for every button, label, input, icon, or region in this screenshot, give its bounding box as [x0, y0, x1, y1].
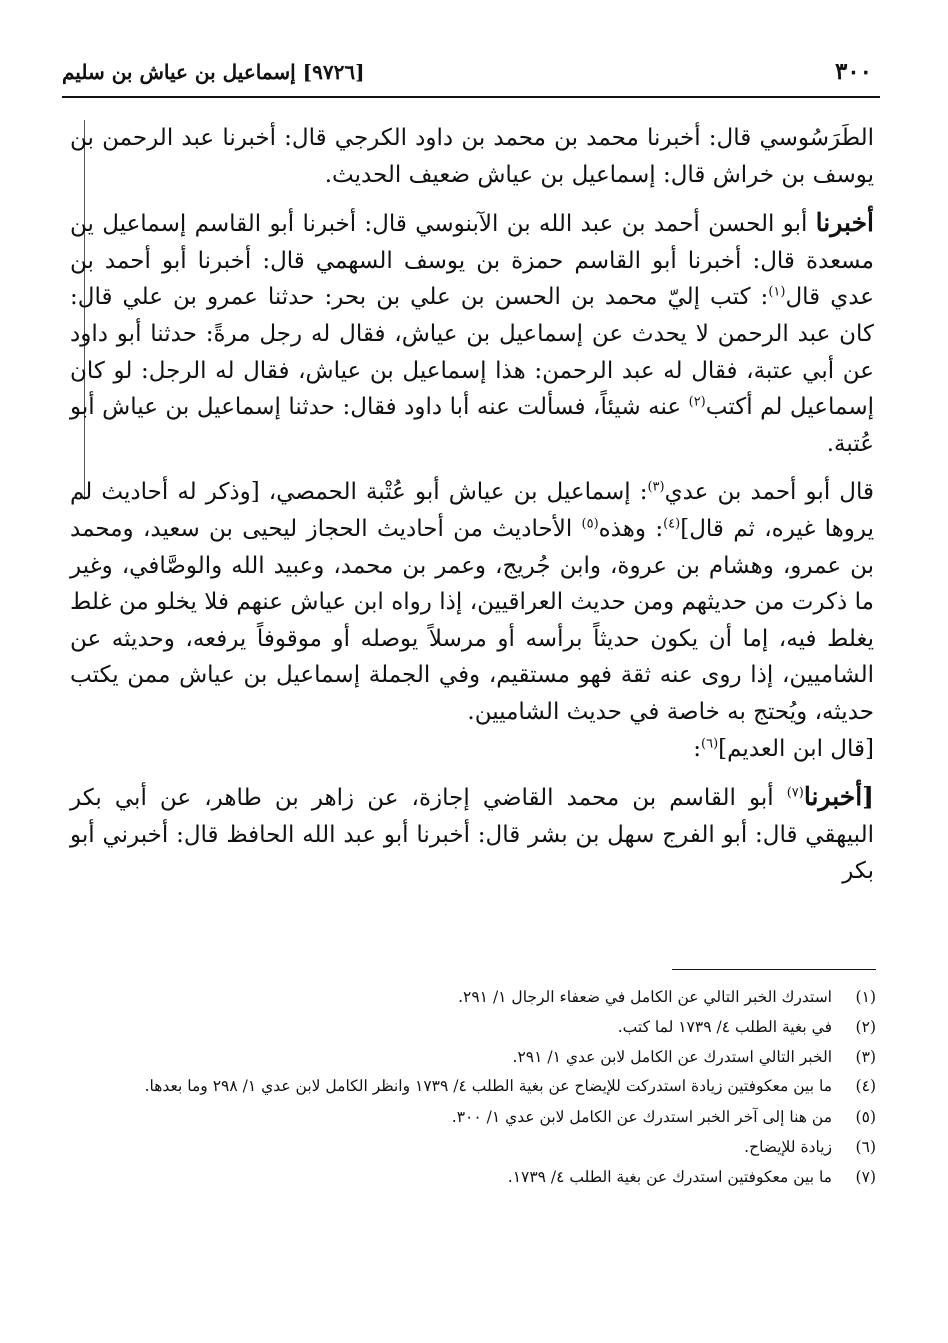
page-number: ٣٠٠: [834, 58, 872, 85]
footnote-text: في بغية الطلب ٤/ ١٧٣٩ لما كتب.: [617, 1018, 832, 1036]
footnotes-list: [70, 982, 876, 1192]
paragraph-4: [70, 779, 874, 890]
running-title: [٩٧٢٦] إسماعيل بن عياش بن سليم: [62, 60, 365, 84]
footnote-ref-5[interactable]: (٥): [581, 516, 599, 532]
paragraph-text: :: [693, 735, 701, 762]
footnote-separator: [672, 969, 876, 970]
footnote-number: (٢): [855, 1018, 876, 1036]
narration-lead: [أخبرنا: [803, 782, 874, 812]
footnote-number: (٣): [855, 1048, 876, 1066]
footnote-text: زيادة للإيضاح.: [744, 1138, 832, 1156]
footnote-item: [70, 1102, 876, 1132]
footnote-ref-4[interactable]: (٤): [663, 516, 681, 532]
footnote-number: (٤): [855, 1077, 876, 1095]
paragraph-text: عنه شيئاً، فسألت عنه أبا داود فقال: حدثنا إسماعيل بن عياش أبو عُتبة.: [70, 394, 874, 457]
footnote-text: ما بين معكوفتين استدرك عن بغية الطلب ٤/ ١٧٣٩.: [507, 1168, 832, 1186]
footnote-number: (٦): [855, 1138, 876, 1156]
paragraph-text: الطَرَسُوسي قال: أخبرنا محمد بن محمد بن داود الكرجي قال: أخبرنا عبد الرحمن بن يوسف بن خراش قال: إسماعيل بن عياش ضعيف الحديث.: [70, 125, 874, 188]
footnote-number: (٧): [855, 1168, 876, 1186]
narration-lead: أخبرنا: [815, 208, 874, 238]
footnote-ref-7[interactable]: (٧): [786, 785, 804, 801]
paragraph-text: : كتب إليّ محمد بن الحسن بن علي بن بحر: حدثنا عمرو بن علي قال: كان عبد الرحمن لا يحدث عن إسماعيل بن عياش، فقال له رجل مرةً: حدثنا أبو داود عن أبي عتبة، فقال له عبد الرحمن: هذا إسماعيل بن عياش، فقال له الرجل: لو كان إسماعيل لم أكتب: [70, 284, 874, 421]
footnote-ref-6[interactable]: (٦): [701, 735, 719, 751]
main-text: [70, 120, 874, 890]
footnote-ref-2[interactable]: (٢): [688, 394, 706, 410]
paragraph-text: : وهذه: [598, 515, 664, 542]
footnote-text: الخبر التالي استدرك عن الكامل لابن عدي ١/ ٢٩١.: [512, 1048, 832, 1066]
footnote-item: [70, 1162, 876, 1192]
paragraph-text: أبو القاسم بن محمد القاضي إجازة، عن زاهر بن طاهر، عن أبي بكر البيهقي قال: أبو الفرج سهل بن بشر قال: أخبرنا أبو عبد الله الحافظ قال: أخبرني أبو بكر: [70, 785, 874, 885]
paragraph-2: [70, 205, 874, 462]
page-header: [62, 56, 880, 94]
paragraph-text: قال أبو أحمد بن عدي: [664, 479, 874, 506]
footnote-ref-3[interactable]: (٣): [647, 479, 665, 495]
footnote-number: (٥): [855, 1108, 876, 1126]
paragraph-text: [قال ابن العديم]: [718, 735, 874, 762]
footnote-item: [70, 1132, 876, 1162]
paragraph-text: الأحاديث من أحاديث الحجاز ليحيى بن سعيد، ومحمد بن عمرو، وهشام بن عروة، وابن جُريج، وعمر بن محمد، وعبيد الله والوصَّافي، وغير ما ذكرت من حديثهم ومن حديث العراقيين، إذا رواه ابن عياش عنهم فلا يخلو من غلط يغلط فيه، إما أن يكون حديثاً برأسه أو مرسلاً يوصله أو موقوفاً يرفعه، وحديثه عن الشاميين، إذا روى عنه ثقة فهو مستقيم، وفي الجملة إسماعيل بن عياش ممن يكتب حديثه، ويُحتج به خاصة في حديث الشاميين.: [70, 515, 874, 725]
footnote-text: من هنا إلى آخر الخبر استدرك عن الكامل لابن عدي ١/ ٣٠٠.: [451, 1108, 832, 1126]
header-rule: [62, 96, 880, 98]
footnote-item: [70, 1042, 876, 1072]
footnote-text: استدرك الخبر التالي عن الكامل في ضعفاء الرجال ١/ ٢٩١.: [458, 988, 832, 1006]
paragraph-text: أبو الحسن أحمد بن عبد الله بن الآبنوسي قال: أخبرنا أبو القاسم إسماعيل ين مسعدة قال: أخبرنا أبو القاسم حمزة بن يوسف السهمي قال: أخبرنا أبو أحمد بن عدي قال: [70, 211, 874, 311]
footnote-item: [70, 982, 876, 1012]
editor-insertion: [70, 731, 874, 768]
paragraph-1: [70, 120, 874, 193]
paragraph-text: : إسماعيل بن عياش أبو عُتْبة الحمصي، [وذكر له أحاديث لم يروها غيره، ثم قال]: [70, 479, 875, 542]
footnote-number: (١): [855, 988, 876, 1006]
footnote-item: [70, 1012, 876, 1042]
paragraph-3: [70, 474, 874, 730]
footnote-text: ما بين معكوفتين زيادة استدركت للإيضاح عن بغية الطلب ٤/ ١٧٣٩ وانظر الكامل لابن عدي ١/ ٢٩٨ وما بعدها.: [144, 1077, 832, 1095]
footnote-ref-1[interactable]: (١): [768, 284, 786, 300]
footnote-item: [70, 1072, 876, 1102]
